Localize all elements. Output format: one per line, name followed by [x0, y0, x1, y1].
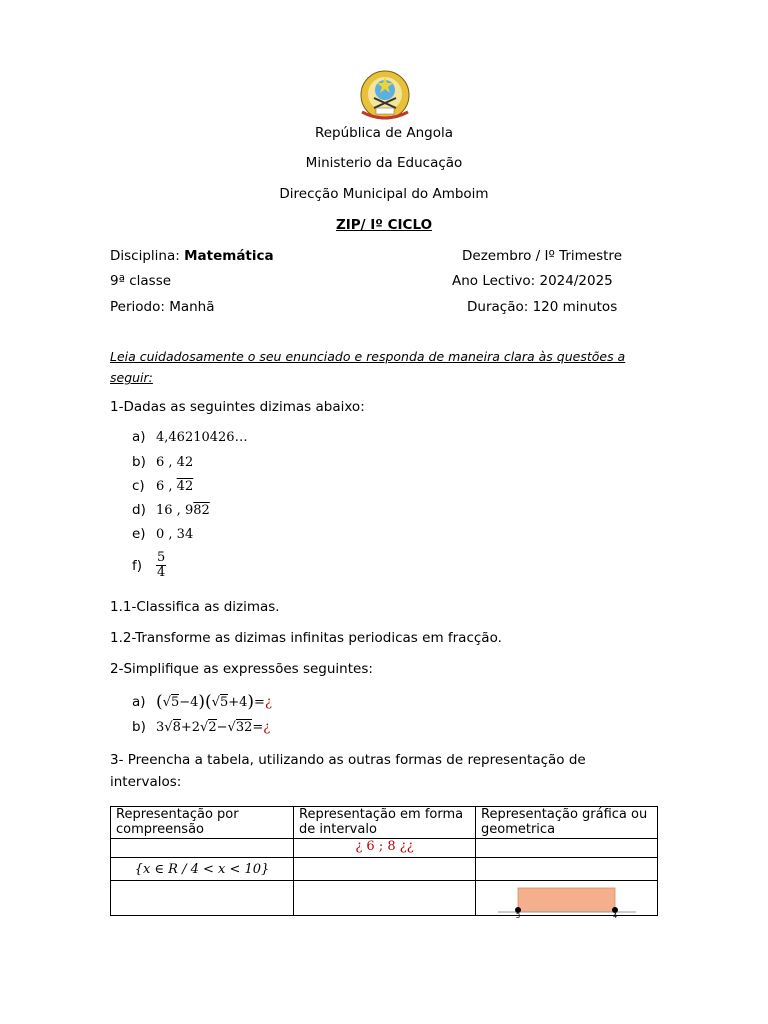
right-label: 4 [612, 912, 618, 920]
item-label: c) [132, 478, 145, 494]
table-header-grafica: Representação gráfica ou geometrica [476, 807, 658, 839]
q2-title: 2-Simplifique as expressões seguintes: [110, 661, 373, 677]
interval-value: ¿ 6 ; 8 ¿¿ [355, 839, 414, 854]
disciplina-value: Matemática [184, 248, 274, 264]
item-label: a) [132, 429, 146, 445]
item-value: 0 , 34 [156, 527, 194, 542]
item-value: 6 , 42 [156, 455, 194, 470]
q1-item-d [132, 502, 210, 518]
item-period: 82 [193, 503, 210, 518]
duracao: Duração: 120 minutos [467, 299, 618, 315]
intervals-table [110, 806, 658, 920]
q1-item-e [132, 526, 193, 542]
header-republica: República de Angola [314, 125, 454, 141]
table-header-compreensao: Representação por compreensão [111, 807, 294, 839]
angola-emblem [356, 68, 414, 122]
ano-lectivo: Ano Lectivo: 2024/2025 [452, 273, 613, 289]
q1-1: 1.1-Classifica as dizimas. [110, 599, 280, 615]
table-cell [111, 839, 294, 858]
disciplina [110, 248, 274, 264]
q1-item-f [132, 551, 166, 580]
header-direccao: Direcção Municipal do Amboim [279, 186, 489, 202]
table-cell-interval [294, 839, 476, 858]
header-zip: ZIP/ Iº CICLO [335, 217, 433, 233]
interval-graph [476, 881, 657, 920]
header-ministerio: Ministerio da Educação [305, 155, 463, 171]
instruction-line2: seguir: [110, 370, 153, 385]
interval-fill [518, 888, 615, 912]
q2-expression-b: b) 3√8+2√2−√32=¿ [132, 719, 271, 735]
periodo: Periodo: Manhã [110, 299, 215, 315]
q1-title: 1-Dadas as seguintes dizimas abaixo: [110, 399, 365, 415]
item-label: b) [132, 454, 146, 470]
item-prefix: 16 , 9 [156, 503, 194, 518]
table-cell [111, 881, 294, 916]
q1-item-a [132, 429, 248, 445]
table-cell [294, 881, 476, 916]
trimestre: Dezembro / Iº Trimestre [462, 248, 622, 264]
classe: 9ª classe [110, 273, 172, 289]
item-period: 42 [176, 479, 194, 494]
q2-expression-a: a) (√5−4)(√5+4)=¿ [132, 692, 272, 712]
item-value: 4,46210426… [156, 430, 248, 445]
item-label: a) [132, 694, 146, 710]
fraction-numerator: 5 [157, 550, 166, 565]
fraction-denominator: 4 [157, 565, 166, 580]
set-notation: {x ∈ R / 4 < x < 10} [134, 861, 270, 877]
item-label: d) [132, 502, 146, 518]
table-cell [294, 858, 476, 881]
q1-item-b [132, 454, 193, 470]
q1-item-c [132, 478, 193, 494]
table-cell [476, 858, 658, 881]
table-cell [476, 839, 658, 858]
q3-title-line1: 3- Preencha a tabela, utilizando as outras formas de representação de [110, 752, 586, 768]
q3-title-line2: intervalos: [110, 774, 182, 790]
item-label: b) [132, 719, 146, 735]
item-prefix: 6 , [156, 479, 177, 494]
table-cell-graph [476, 881, 658, 920]
q1-2: 1.2-Transforme as dizimas infinitas periodicas em fracção. [110, 630, 502, 646]
left-label: 3 [515, 912, 521, 920]
disciplina-label: Disciplina: [110, 248, 185, 264]
instruction-line1: Leia cuidadosamente o seu enunciado e responda de maneira clara às questões a [110, 349, 626, 364]
item-label: e) [132, 526, 146, 542]
fraction [156, 551, 166, 580]
question-mark: ¿ [263, 720, 271, 735]
table-cell-set [111, 858, 294, 881]
item-label: f) [132, 557, 143, 574]
table-header-intervalo: Representação em forma de intervalo [294, 807, 476, 839]
question-mark: ¿ [264, 695, 272, 710]
